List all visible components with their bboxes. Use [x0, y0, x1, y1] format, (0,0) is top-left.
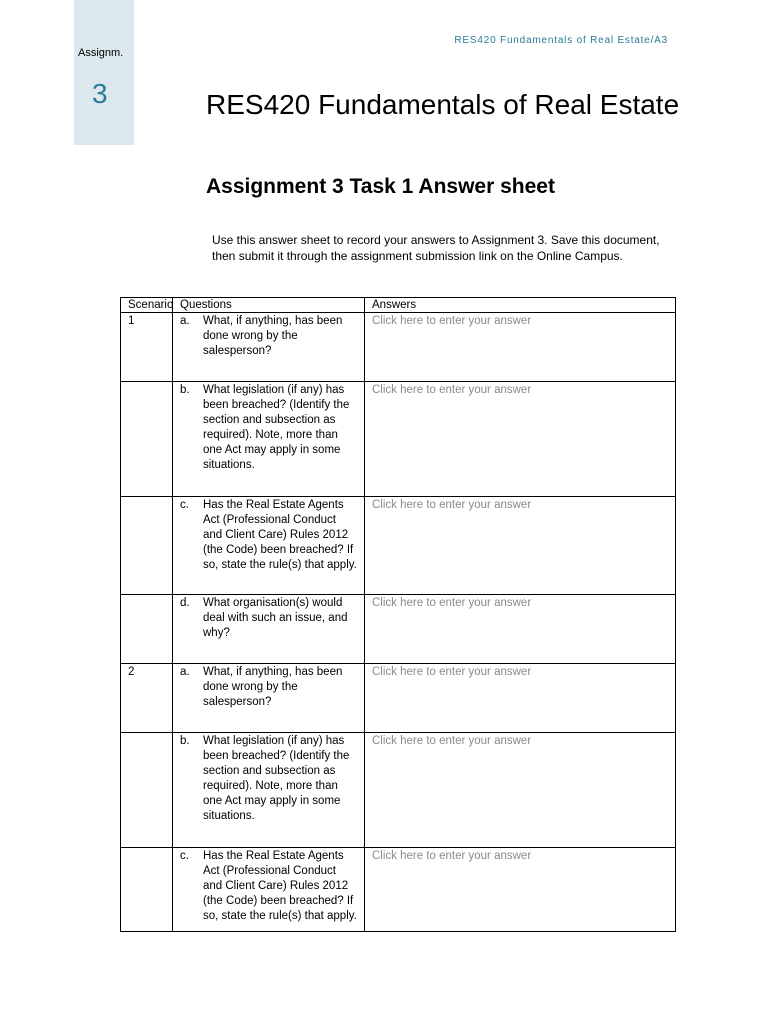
answer-field[interactable]: Click here to enter your answer: [365, 382, 676, 497]
scenario-number: 1: [121, 313, 173, 382]
answer-field[interactable]: Click here to enter your answer: [365, 497, 676, 595]
document-title: RES420 Fundamentals of Real Estate: [206, 89, 680, 120]
question-text: What organisation(s) would deal with such an issue, and why?: [203, 597, 348, 639]
question-letter: d.: [180, 597, 190, 609]
table-header-row: [121, 298, 676, 313]
document-subtitle: Assignment 3 Task 1 Answer sheet: [206, 175, 555, 198]
scenario-cell-empty: [121, 733, 173, 848]
answer-table: [120, 297, 676, 932]
intro-paragraph: Use this answer sheet to record your answers to Assignment 3. Save this document, then submit it through the assignment submission link on the Online Campus.: [212, 233, 660, 263]
question-text: What, if anything, has been done wrong by the salesperson?: [203, 666, 343, 708]
scenario-cell-empty: [121, 848, 173, 932]
header-reference: RES420 Fundamentals of Real Estate/A3: [454, 35, 668, 46]
scenario-cell-empty: [121, 497, 173, 595]
scenario-number: 2: [121, 664, 173, 733]
question-letter: b.: [180, 384, 190, 396]
answer-field[interactable]: Click here to enter your answer: [365, 313, 676, 382]
question-text: What, if anything, has been done wrong by the salesperson?: [203, 315, 343, 357]
table-row: [121, 664, 676, 733]
question-letter: a.: [180, 666, 190, 678]
header-scenario: Scenario: [121, 298, 173, 313]
table-row: [121, 497, 676, 595]
answer-field[interactable]: Click here to enter your answer: [365, 595, 676, 664]
question-text: What legislation (if any) has been breached? (Identify the section and subsection as required). Note, more than one Act may apply in some situations.: [203, 384, 350, 471]
question-cell: [173, 497, 365, 595]
table-row: [121, 313, 676, 382]
question-cell: [173, 313, 365, 382]
table-row: [121, 595, 676, 664]
question-letter: c.: [180, 499, 189, 511]
question-cell: [173, 848, 365, 932]
question-letter: c.: [180, 850, 189, 862]
question-cell: [173, 595, 365, 664]
answer-field[interactable]: Click here to enter your answer: [365, 733, 676, 848]
side-tab-number: 3: [92, 78, 108, 109]
scenario-cell-empty: [121, 382, 173, 497]
scenario-cell-empty: [121, 595, 173, 664]
side-tab-label: Assignm.: [78, 47, 124, 59]
side-tab: [74, 0, 134, 145]
table-row: [121, 848, 676, 932]
question-text: What legislation (if any) has been breached? (Identify the section and subsection as required). Note, more than one Act may apply in some situations.: [203, 735, 350, 822]
table-row: [121, 382, 676, 497]
answer-field[interactable]: Click here to enter your answer: [365, 664, 676, 733]
question-text: Has the Real Estate Agents Act (Professional Conduct and Client Care) Rules 2012 (the Code) been breached? If so, state the rule(s) that apply.: [203, 850, 357, 922]
question-cell: [173, 664, 365, 733]
question-cell: [173, 382, 365, 497]
header-questions: Questions: [173, 298, 365, 313]
question-cell: [173, 733, 365, 848]
question-text: Has the Real Estate Agents Act (Professional Conduct and Client Care) Rules 2012 (the Code) been breached? If so, state the rule(s) that apply.: [203, 499, 357, 571]
question-letter: b.: [180, 735, 190, 747]
table-row: [121, 733, 676, 848]
question-letter: a.: [180, 315, 190, 327]
header-answers: Answers: [365, 298, 676, 313]
answer-field[interactable]: Click here to enter your answer: [365, 848, 676, 932]
